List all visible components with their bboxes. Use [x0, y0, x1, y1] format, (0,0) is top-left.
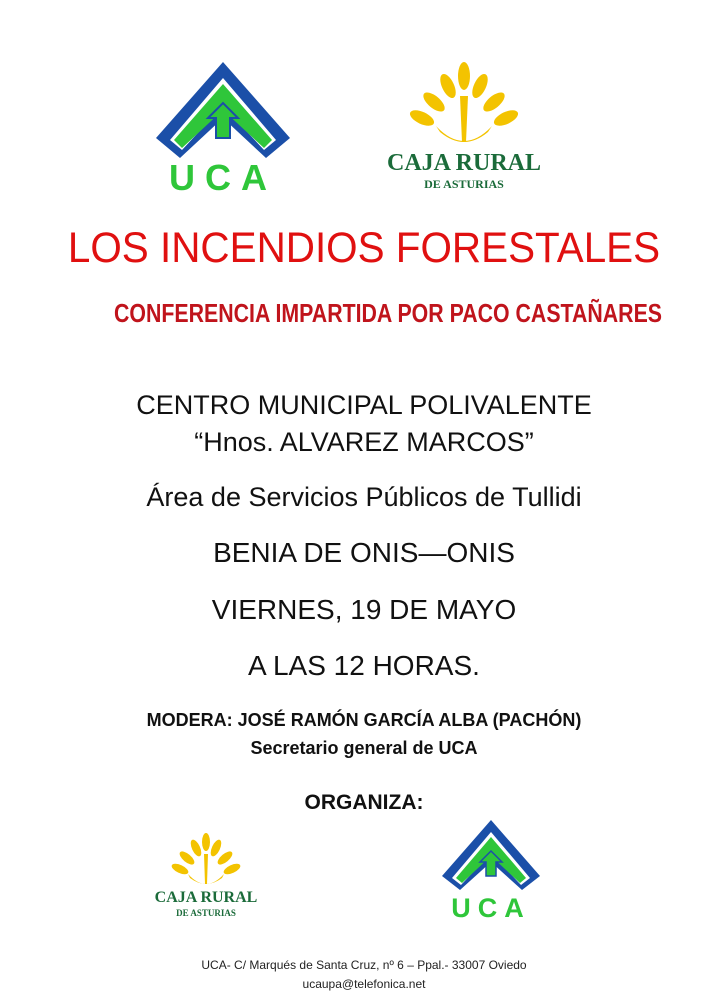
uca-logo-bottom — [436, 818, 546, 922]
caja-rural-logo-top — [376, 56, 551, 198]
event-time: A LAS 12 HORAS. — [248, 650, 480, 681]
event-subtitle: CONFERENCIA IMPARTIDA POR PACO CASTAÑARES — [113, 298, 663, 328]
uca-logo-top-text: UCA — [169, 157, 277, 198]
event-date: VIERNES, 19 DE MAYO — [211, 594, 517, 625]
caja-rural-top-line1: CAJA RURAL — [386, 150, 542, 176]
event-title: LOS INCENDIOS FORESTALES — [67, 224, 661, 272]
venue-line-1: CENTRO MUNICIPAL POLIVALENTE — [136, 390, 592, 420]
footer-address: UCA- C/ Marqués de Santa Cruz, nº 6 – Ppal.- 33007 Oviedo — [201, 958, 527, 972]
caja-rural-top-line2: DE ASTURIAS — [424, 177, 504, 191]
caja-rural-logo-bottom — [150, 830, 262, 922]
moderator: MODERA: JOSÉ RAMÓN GARCÍA ALBA (PACHÓN) — [146, 710, 582, 730]
uca-logo-top — [148, 58, 298, 198]
caja-rural-bottom-line1: CAJA RURAL — [154, 889, 258, 906]
venue-line-2: “Hnos. ALVAREZ MARCOS” — [194, 427, 534, 457]
moderator-role: Secretario general de UCA — [250, 738, 478, 758]
event-town: BENIA DE ONIS—ONIS — [213, 537, 515, 568]
organizer-label: ORGANIZA: — [304, 791, 424, 814]
uca-logo-bottom-text: UCA — [451, 893, 531, 922]
footer-email[interactable]: ucaupa@telefonica.net — [302, 977, 426, 991]
caja-rural-bottom-line2: DE ASTURIAS — [176, 908, 236, 918]
venue-area: Área de Servicios Públicos de Tullidi — [146, 482, 582, 512]
